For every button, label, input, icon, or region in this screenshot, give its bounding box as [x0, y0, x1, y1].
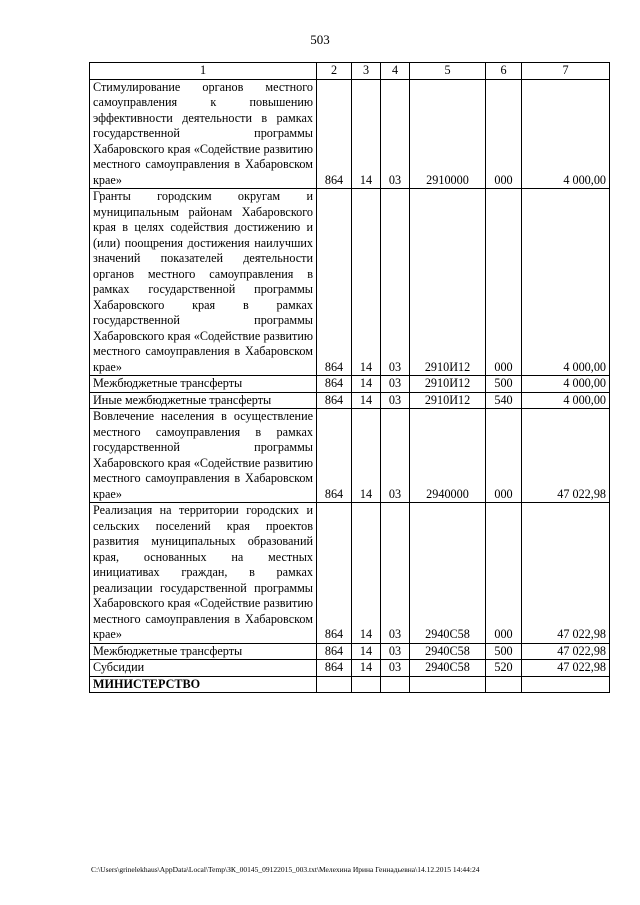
cell-subsection: 03 — [381, 189, 410, 376]
row-name: Вовлечение населения в осуществление местного самоуправления в рамках государственной программы Хабаровского края «Содействие развитию местного самоуправления в Хабаровском крае» — [90, 409, 317, 503]
cell-ministry: 864 — [317, 376, 352, 393]
cell-ministry: 864 — [317, 503, 352, 644]
cell-type — [486, 676, 522, 693]
cell-target: 2940000 — [410, 409, 486, 503]
cell-type: 500 — [486, 643, 522, 660]
cell-type: 520 — [486, 660, 522, 677]
header-cell: 3 — [352, 63, 381, 80]
cell-amount: 4 000,00 — [522, 376, 610, 393]
cell-amount: 47 022,98 — [522, 660, 610, 677]
cell-section — [352, 676, 381, 693]
table-row — [90, 409, 610, 503]
table-row — [90, 392, 610, 409]
cell-target: 2940С58 — [410, 643, 486, 660]
cell-target: 2910000 — [410, 79, 486, 189]
row-name: Стимулирование органов местного самоуправления к повышению эффективности деятельности в рамках государственной программы Хабаровского края «Содействие развитию местного самоуправления в Хабаровском крае» — [90, 79, 317, 189]
header-cell: 6 — [486, 63, 522, 80]
row-name: МИНИСТЕРСТВО — [90, 676, 317, 693]
cell-section: 14 — [352, 660, 381, 677]
cell-amount: 47 022,98 — [522, 409, 610, 503]
header-cell: 2 — [317, 63, 352, 80]
page-number: 503 — [310, 32, 330, 47]
cell-target: 2910И12 — [410, 392, 486, 409]
cell-ministry: 864 — [317, 189, 352, 376]
cell-target: 2940С58 — [410, 660, 486, 677]
cell-section: 14 — [352, 392, 381, 409]
table-row — [90, 503, 610, 644]
cell-ministry — [317, 676, 352, 693]
cell-target: 2940С58 — [410, 503, 486, 644]
cell-subsection: 03 — [381, 409, 410, 503]
cell-target — [410, 676, 486, 693]
cell-amount: 47 022,98 — [522, 503, 610, 644]
cell-section: 14 — [352, 376, 381, 393]
table-row — [90, 643, 610, 660]
cell-amount — [522, 676, 610, 693]
cell-type: 000 — [486, 409, 522, 503]
header-row — [90, 63, 610, 80]
cell-section: 14 — [352, 79, 381, 189]
cell-section: 14 — [352, 189, 381, 376]
table-row — [90, 376, 610, 393]
row-name: Реализация на территории городских и сельских поселений края проектов развития муниципальных образований края, основанных на местных инициативах граждан, в рамках реализации государственной программы Хабаровского края «Содействие развитию местного самоуправления в Хабаровском крае» — [90, 503, 317, 644]
cell-subsection: 03 — [381, 79, 410, 189]
header-cell: 7 — [522, 63, 610, 80]
header-cell: 5 — [410, 63, 486, 80]
row-name: Гранты городским округам и муниципальным районам Хабаровского края в целях содействия достижению и (или) поощрения достижения наилучших значений показателей деятельности органов местного самоуправления в рамках государственной программы Хабаровского края в рамках государственной программы Хабаровского края «Содействие развитию местного самоуправления в Хабаровском крае» — [90, 189, 317, 376]
cell-section: 14 — [352, 409, 381, 503]
cell-amount: 47 022,98 — [522, 643, 610, 660]
cell-subsection — [381, 676, 410, 693]
cell-type: 000 — [486, 189, 522, 376]
cell-amount: 4 000,00 — [522, 392, 610, 409]
budget-table — [89, 62, 610, 693]
cell-type: 540 — [486, 392, 522, 409]
cell-target: 2910И12 — [410, 376, 486, 393]
row-name: Межбюджетные трансферты — [90, 376, 317, 393]
cell-ministry: 864 — [317, 392, 352, 409]
cell-ministry: 864 — [317, 660, 352, 677]
row-name: Иные межбюджетные трансферты — [90, 392, 317, 409]
table-row — [90, 79, 610, 189]
row-name: Субсидии — [90, 660, 317, 677]
row-name: Межбюджетные трансферты — [90, 643, 317, 660]
cell-ministry: 864 — [317, 79, 352, 189]
cell-target: 2910И12 — [410, 189, 486, 376]
cell-type: 000 — [486, 503, 522, 644]
header-cell: 4 — [381, 63, 410, 80]
header-cell: 1 — [90, 63, 317, 80]
cell-type: 000 — [486, 79, 522, 189]
cell-subsection: 03 — [381, 643, 410, 660]
cell-amount: 4 000,00 — [522, 79, 610, 189]
cell-subsection: 03 — [381, 392, 410, 409]
table-row — [90, 676, 610, 693]
cell-subsection: 03 — [381, 376, 410, 393]
cell-section: 14 — [352, 643, 381, 660]
file-path-footer: C:\Users\grinelekhaus\AppData\Local\Temp\ЗК_00145_09122015_003.txt\Мелехина Ирина Геннадьевна\14.12.2015 14:44:24 — [91, 865, 480, 874]
cell-amount: 4 000,00 — [522, 189, 610, 376]
cell-type: 500 — [486, 376, 522, 393]
table-row — [90, 660, 610, 677]
cell-ministry: 864 — [317, 409, 352, 503]
table-row — [90, 189, 610, 376]
cell-subsection: 03 — [381, 503, 410, 644]
cell-ministry: 864 — [317, 643, 352, 660]
cell-subsection: 03 — [381, 660, 410, 677]
cell-section: 14 — [352, 503, 381, 644]
table-header — [90, 63, 610, 80]
